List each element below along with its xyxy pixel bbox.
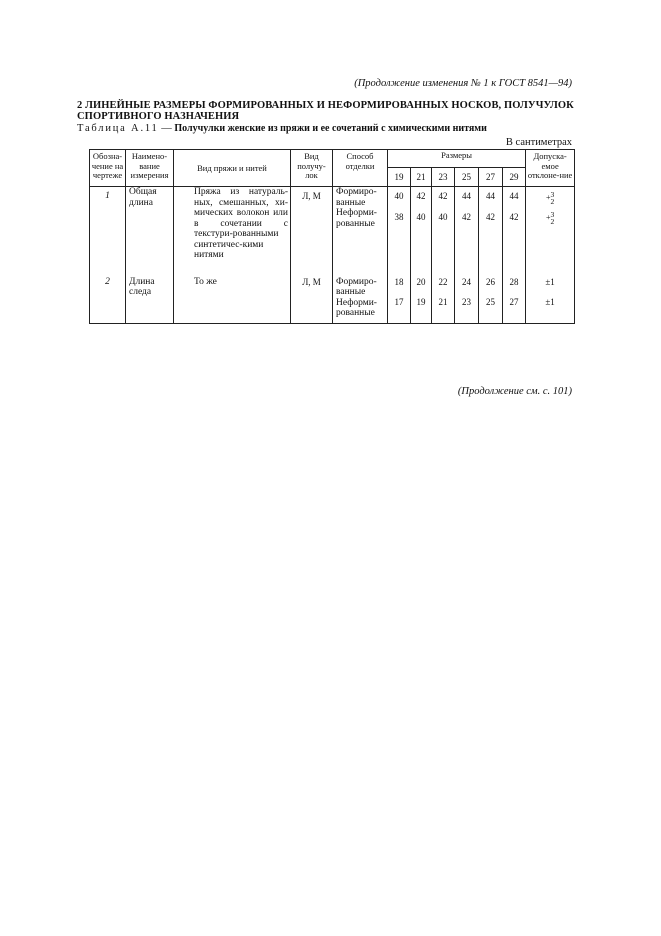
col-designation-header: Обозна-чение на чертеже xyxy=(90,150,126,187)
size-cell xyxy=(455,187,479,261)
value-formed: 42 xyxy=(438,191,448,201)
row-yarn: Пряжа из натураль-ных, смешанных, хи-мических волокон или в сочетании с текстури-рованными синтетичес-кими нитями xyxy=(174,187,291,261)
size-header: 19 xyxy=(388,168,411,187)
col-tolerance-header: Допуска-емое отклоне-ние xyxy=(526,150,575,187)
value-unformed: 38 xyxy=(394,211,404,222)
row-yarn: То же xyxy=(174,277,291,324)
value-formed: 28 xyxy=(509,276,519,287)
value-formed: 40 xyxy=(394,191,404,201)
size-cell xyxy=(432,187,455,261)
value-unformed: 42 xyxy=(486,211,495,222)
col-measurement-header: Наимено-вание измерения xyxy=(126,150,174,187)
value-formed: 26 xyxy=(486,276,495,287)
size-cell xyxy=(503,187,526,261)
size-header: 23 xyxy=(432,168,455,187)
tolerance-sign: + xyxy=(545,192,551,202)
row-finish xyxy=(333,187,388,261)
finish-formed: Формиро-ванные xyxy=(336,187,377,208)
value-unformed: 19 xyxy=(416,297,426,307)
value-formed: 18 xyxy=(394,276,404,287)
size-cell xyxy=(411,187,432,261)
value-formed: 44 xyxy=(509,191,519,201)
value-unformed: 21 xyxy=(438,297,448,307)
finish-unformed: Неформи-рованные xyxy=(336,208,377,229)
finish-formed: Формиро-ванные xyxy=(336,276,377,297)
size-header: 27 xyxy=(479,168,503,187)
row-measurement: Общая длина xyxy=(126,187,174,261)
value-formed: 42 xyxy=(416,191,426,201)
value-formed: 24 xyxy=(462,276,471,287)
size-cell xyxy=(432,277,455,324)
size-cell xyxy=(479,277,503,324)
value-unformed: 25 xyxy=(486,297,495,307)
finish-unformed: Неформи-рованные xyxy=(336,297,377,318)
row-type: Л, М xyxy=(291,277,333,324)
table-label: Таблица А.11 xyxy=(77,123,159,134)
value-unformed: 23 xyxy=(462,297,471,307)
tolerance-unformed: ±1 xyxy=(545,297,555,307)
tolerance-sign: + xyxy=(545,212,551,222)
continuation-header: (Продолжение изменения № 1 к ГОСТ 8541—94) xyxy=(354,78,572,89)
table-caption-text: Получулки женские из пряжи и ее сочетаний с химическими нитями xyxy=(174,123,487,134)
table-caption xyxy=(77,123,487,134)
size-header: 29 xyxy=(503,168,526,187)
row-spacer xyxy=(90,261,575,277)
size-header: 21 xyxy=(411,168,432,187)
row-designation: 1 xyxy=(90,187,126,261)
row-designation: 2 xyxy=(90,277,126,324)
col-yarn-header: Вид пряжи и нитей xyxy=(174,150,291,187)
size-cell xyxy=(503,277,526,324)
table-row xyxy=(90,187,575,261)
tolerance-cell xyxy=(526,277,575,324)
tolerance-unformed xyxy=(526,211,574,225)
row-finish xyxy=(333,277,388,324)
tolerance-lower: 2 xyxy=(550,217,555,226)
tolerance-formed xyxy=(526,191,574,205)
size-header: 25 xyxy=(455,168,479,187)
table-dash: — xyxy=(158,123,175,134)
size-cell xyxy=(411,277,432,324)
size-cell xyxy=(455,277,479,324)
size-cell xyxy=(388,277,411,324)
value-unformed: 17 xyxy=(394,297,404,307)
tolerance-upper: 3 xyxy=(550,190,555,199)
value-unformed: 40 xyxy=(416,211,426,222)
col-sizes-header: Размеры xyxy=(388,150,526,168)
tolerance-cell xyxy=(526,187,575,261)
size-table xyxy=(89,149,575,324)
tolerance-formed: ±1 xyxy=(545,276,555,287)
size-cell xyxy=(479,187,503,261)
tolerance-upper: 3 xyxy=(550,210,555,219)
value-unformed: 42 xyxy=(462,211,471,222)
table-units: В сантиметрах xyxy=(505,137,572,148)
col-type-header: Вид получу-лок xyxy=(291,150,333,187)
value-formed: 22 xyxy=(438,276,448,287)
value-unformed: 27 xyxy=(509,297,519,307)
row-type: Л, М xyxy=(291,187,333,261)
tolerance-lower: 2 xyxy=(550,197,555,206)
section-title: 2 ЛИНЕЙНЫЕ РАЗМЕРЫ ФОРМИРОВАННЫХ И НЕФОРМИРОВАННЫХ НОСКОВ, ПОЛУЧУЛОК СПОРТИВНОГО НАЗНАЧЕНИЯ xyxy=(77,100,574,122)
value-formed: 44 xyxy=(486,191,495,201)
table-row xyxy=(90,277,575,324)
value-unformed: 42 xyxy=(509,211,519,222)
value-formed: 44 xyxy=(462,191,471,201)
continuation-footer: (Продолжение см. с. 101) xyxy=(457,386,572,397)
value-unformed: 40 xyxy=(438,211,448,222)
row-measurement: Длина следа xyxy=(126,277,174,324)
col-finish-header: Способ отделки xyxy=(333,150,388,187)
size-cell xyxy=(388,187,411,261)
value-formed: 20 xyxy=(416,276,426,287)
